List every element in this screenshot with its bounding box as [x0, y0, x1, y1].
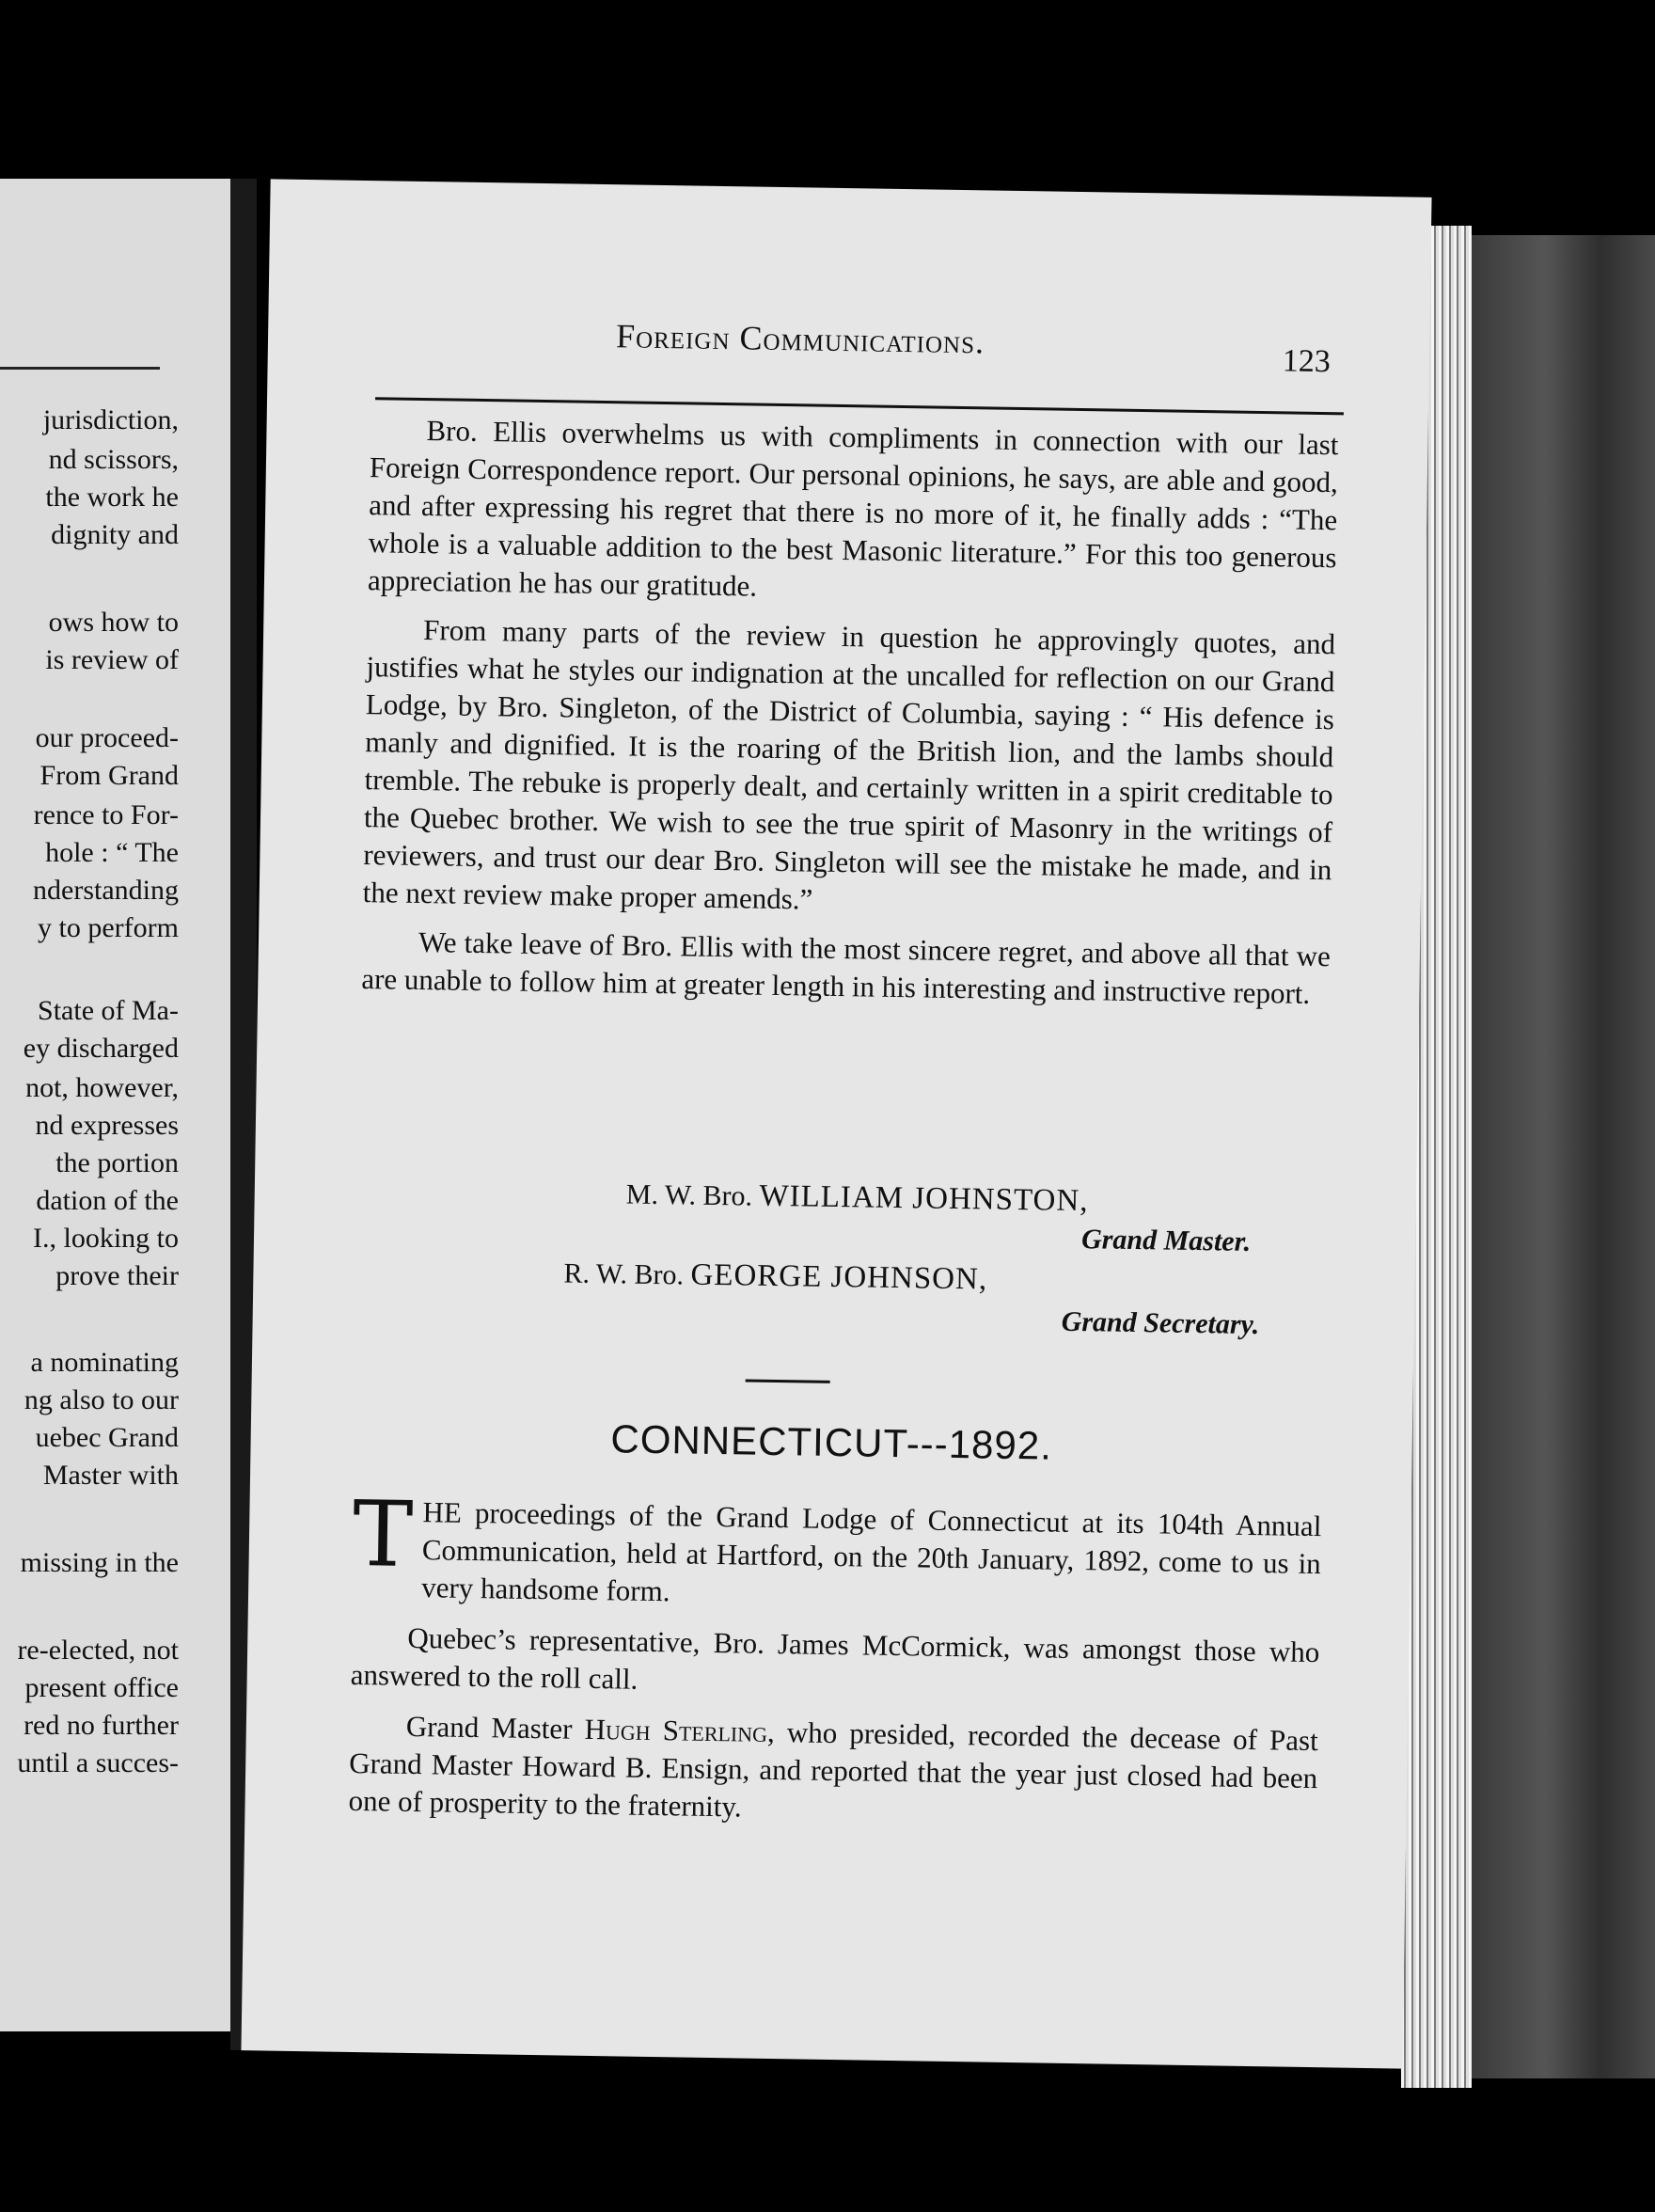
header-rule	[375, 397, 1344, 415]
signature-title-2: Grand Secretary.	[1061, 1305, 1260, 1341]
left-page-line: State of Ma-	[38, 995, 179, 1026]
left-page-line: red no further	[24, 1710, 179, 1741]
left-page-line: nderstanding	[33, 875, 179, 906]
left-page-line: From Grand	[39, 760, 179, 791]
paragraph-text: , who presided, recorded the decease of Past Grand Master Howard B. Ensign, and reported that the year just closed had been one of prosperity to the fraternity.	[348, 1714, 1319, 1824]
grand-master-name: Hugh Sterling	[584, 1712, 768, 1748]
signature-prefix: M. W. Bro.	[625, 1178, 753, 1212]
paragraph	[348, 1707, 1318, 1835]
left-page-line: present office	[24, 1672, 179, 1703]
paragraph: From many parts of the review in question he approvingly quotes, and justifies what he styles our indignation at the uncalled for reflection on our Grand Lodge, by Bro. Singleton, of the District of Columbia, saying : “ His defence is manly and dignified. It is the roaring of the British lion, and the lambs should tremble. The rebuke is properly dealt, and certainly written in a spirit creditable to the Quebec brother. We wish to see the true spirit of Masonry in the writings of reviewers, and trust our dear Bro. Singleton will see the mistake he made, and in the next review make proper amends.”	[362, 613, 1336, 916]
paragraph	[352, 1480, 1322, 1620]
left-page-line: our proceed-	[35, 722, 179, 753]
left-page-line: a nominating	[30, 1347, 179, 1378]
left-page-rule	[0, 367, 160, 370]
paragraph: We take leave of Bro. Ellis with the most sincere regret, and above all that we are unable to follow him at greater length in his interesting and instructive report.	[361, 924, 1332, 1010]
left-page-line: ows how to	[48, 607, 179, 638]
signature-2	[563, 1256, 987, 1297]
drop-cap: T	[352, 1480, 414, 1588]
left-page-line: dation of the	[36, 1185, 179, 1216]
section-heading: CONNECTICUT---1892.	[610, 1416, 1053, 1468]
left-page-line: y to perform	[38, 912, 179, 943]
main-page	[241, 179, 1431, 2068]
signature-prefix: R. W. Bro.	[563, 1257, 685, 1291]
left-page-line: ey discharged	[23, 1033, 179, 1064]
section-divider	[746, 1380, 830, 1383]
left-page-line: re-elected, not	[17, 1635, 179, 1666]
left-page-line: the portion	[55, 1147, 179, 1178]
left-page-line: nd scissors,	[48, 444, 179, 475]
left-page-line: missing in the	[20, 1547, 179, 1578]
running-title: Foreign Communications.	[615, 317, 985, 361]
left-page-line: the work he	[45, 482, 179, 513]
book-cover-side	[1472, 235, 1655, 2078]
left-page-line: ng also to our	[24, 1384, 179, 1415]
signature-title-1: Grand Master.	[1080, 1224, 1252, 1257]
left-page-line: rence to For-	[33, 799, 179, 830]
left-page-line: until a succes-	[17, 1747, 179, 1778]
signature-name: GEORGE JOHNSON,	[690, 1257, 988, 1297]
left-page-line: dignity and	[51, 519, 179, 550]
left-page-line: jurisdiction,	[42, 404, 179, 435]
left-page-line: prove their	[55, 1260, 179, 1291]
paragraph-text: HE proceedings of the Grand Lodge of Connecticut at its 104th Annual Communication, held at Hartford, on the 20th January, 1892, come to us in very handsome form.	[420, 1495, 1322, 1608]
left-page-line: Master with	[42, 1460, 179, 1491]
page-number: 123	[1282, 343, 1332, 380]
paragraph: Bro. Ellis overwhelms us with compliments in connection with our last Foreign Correspondence report. Our personal opinions, he says, are able and good, and after expressing his regret that there is no more of it, he finally adds : “The whole is a valuable addition to the best Masonic literature.” For this too generous appreciation he has our gratitude.	[367, 414, 1339, 603]
left-page-line: not, however,	[25, 1072, 179, 1103]
section-text	[348, 1480, 1322, 1848]
paragraph-text: Grand Master	[405, 1709, 585, 1746]
paragraph: Quebec’s representative, Bro. James McCormick, was amongst those who answered to the roll call.	[350, 1620, 1320, 1696]
left-page-line: nd expresses	[35, 1110, 179, 1141]
left-page-line: hole : “ The	[45, 837, 179, 868]
left-page	[0, 179, 230, 2031]
signature-1	[626, 1177, 1089, 1219]
left-page-line: I., looking to	[33, 1223, 179, 1254]
signature-name: WILLIAM JOHNSTON,	[759, 1178, 1089, 1219]
body-text	[361, 411, 1339, 1024]
left-page-line: is review of	[45, 644, 179, 675]
running-head	[268, 310, 1430, 385]
left-page-line: uebec Grand	[35, 1422, 179, 1453]
